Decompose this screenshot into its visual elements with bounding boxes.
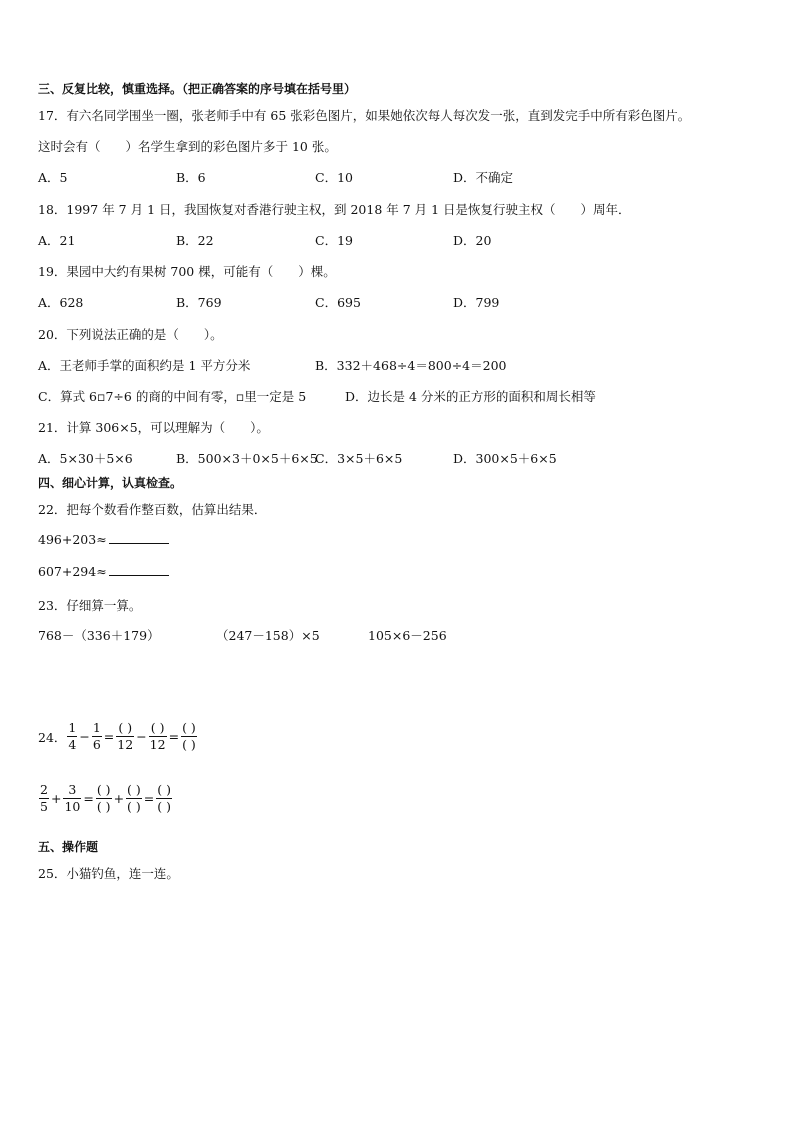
q24-row-1: 24． $\frac{1}{4}$ − $\frac{1}{6}$ = $\frac{( )}{12}$ − $\frac{( )}{12}$ = $\frac{( )}{( )}$ bbox=[38, 720, 196, 752]
section-5-heading: 五、操作题 bbox=[38, 840, 99, 854]
section-3-heading: 三、反复比较，慎重选择。（把正确答案的序号填在括号里） bbox=[38, 82, 357, 96]
q22-expression-1: 496+203≈ bbox=[38, 532, 107, 547]
q23-text: 23．仔细算一算。 bbox=[38, 598, 142, 613]
q18-option-a: A．21 bbox=[38, 233, 76, 248]
q20-option-a: A．王老师手掌的面积约是 1 平方分米 bbox=[38, 358, 251, 373]
answer-blank[interactable] bbox=[109, 565, 169, 576]
numerator-blank[interactable]: ( ) bbox=[150, 720, 165, 735]
q17-text-line1: 17．有六名同学围坐一圈，张老师手中有 65 张彩色图片，如果她依次每人每次发一张，直到发完手中所有彩色图片。 bbox=[38, 108, 691, 123]
q17-text-line2: 这时会有（ ）名学生拿到的彩色图片多于 10 张。 bbox=[38, 139, 337, 154]
q18-option-c: C．19 bbox=[315, 233, 353, 248]
denominator: 12 bbox=[117, 737, 134, 752]
q22-item-1 bbox=[38, 532, 169, 547]
q22-text: 22．把每个数看作整百数，估算出结果． bbox=[38, 502, 267, 517]
q21-option-c: C．3×5＋6×5 bbox=[315, 451, 403, 466]
denominator-blank[interactable]: ( ) bbox=[157, 799, 171, 814]
fraction-blank[interactable] bbox=[181, 720, 197, 753]
fraction bbox=[67, 720, 77, 753]
numerator: 2 bbox=[40, 782, 48, 797]
denominator: 5 bbox=[40, 799, 48, 814]
q22-item-2 bbox=[38, 564, 169, 579]
q21-option-d: D．300×5＋6×5 bbox=[453, 451, 557, 466]
fraction-blank[interactable] bbox=[96, 782, 112, 815]
q18-text: 18．1997 年 7 月 1 日，我国恢复对香港行驶主权，到 2018 年 7 月 1 日是恢复行驶主权（ ）周年． bbox=[38, 202, 631, 217]
q17-option-d: D．不确定 bbox=[453, 170, 514, 185]
answer-blank[interactable] bbox=[109, 533, 169, 544]
denominator: 6 bbox=[92, 737, 101, 752]
denominator: 10 bbox=[64, 799, 81, 814]
q21-text: 21．计算 306×5，可以理解为（ ）。 bbox=[38, 420, 269, 435]
q25-text: 25．小猫钓鱼，连一连。 bbox=[38, 866, 179, 881]
q22-expression-2: 607+294≈ bbox=[38, 564, 107, 579]
denominator-blank[interactable]: ( ) bbox=[127, 799, 141, 814]
denominator-blank[interactable]: ( ) bbox=[96, 799, 111, 814]
q17-option-b: B．6 bbox=[176, 170, 206, 185]
numerator: 1 bbox=[68, 720, 77, 735]
q19-option-d: D．799 bbox=[453, 295, 500, 310]
numerator: 3 bbox=[68, 782, 77, 797]
fraction bbox=[63, 782, 81, 815]
fraction bbox=[39, 782, 49, 815]
section-4-heading: 四、细心计算，认真检查。 bbox=[38, 476, 183, 490]
q21-option-b: B．500×3＋0×5＋6×5 bbox=[176, 451, 318, 466]
denominator: 4 bbox=[68, 737, 77, 752]
q17-option-c: C．10 bbox=[315, 170, 353, 185]
q24-row-2: $\frac{2}{5}$ + $\frac{3}{10}$ = $\frac{( )}{( )}$ + $\frac{( )}{( )}$ = $\frac{( )}{( )}$ bbox=[40, 782, 171, 814]
fraction-blank[interactable] bbox=[156, 782, 172, 815]
fraction bbox=[92, 720, 102, 753]
q19-option-c: C．695 bbox=[315, 295, 361, 310]
q20-text: 20．下列说法正确的是（ ）。 bbox=[38, 327, 223, 342]
numerator-blank[interactable]: ( ) bbox=[96, 782, 111, 797]
q18-option-b: B．22 bbox=[176, 233, 214, 248]
q23-item-2: （247－158）×5 bbox=[216, 628, 320, 643]
q19-option-b: B．769 bbox=[176, 295, 222, 310]
q20-option-d: D．边长是 4 分米的正方形的面积和周长相等 bbox=[345, 389, 596, 404]
numerator-blank[interactable]: ( ) bbox=[182, 720, 196, 735]
denominator-blank[interactable]: ( ) bbox=[182, 737, 196, 752]
q20-option-b: B．332＋468÷4＝800÷4＝200 bbox=[315, 358, 507, 373]
q18-option-d: D．20 bbox=[453, 233, 492, 248]
q17-option-a: A．5 bbox=[38, 170, 68, 185]
fraction-blank[interactable] bbox=[116, 720, 134, 753]
denominator: 12 bbox=[149, 737, 166, 752]
numerator-blank[interactable]: ( ) bbox=[157, 782, 171, 797]
numerator-blank[interactable]: ( ) bbox=[118, 720, 133, 735]
q19-text: 19．果园中大约有果树 700 棵，可能有（ ）棵。 bbox=[38, 264, 336, 279]
q20-option-c: C．算式 6▫7÷6 的商的中间有零，▫里一定是 5 bbox=[38, 389, 307, 404]
q21-option-a: A．5×30＋5×6 bbox=[38, 451, 133, 466]
q19-option-a: A．628 bbox=[38, 295, 84, 310]
q24-label: 24． bbox=[38, 729, 67, 745]
numerator: 1 bbox=[92, 720, 101, 735]
numerator-blank[interactable]: ( ) bbox=[127, 782, 141, 797]
q23-item-3: 105×6－256 bbox=[368, 628, 447, 643]
fraction-blank[interactable] bbox=[149, 720, 167, 753]
q23-item-1: 768－（336＋179） bbox=[38, 628, 160, 643]
fraction-blank[interactable] bbox=[126, 782, 142, 815]
